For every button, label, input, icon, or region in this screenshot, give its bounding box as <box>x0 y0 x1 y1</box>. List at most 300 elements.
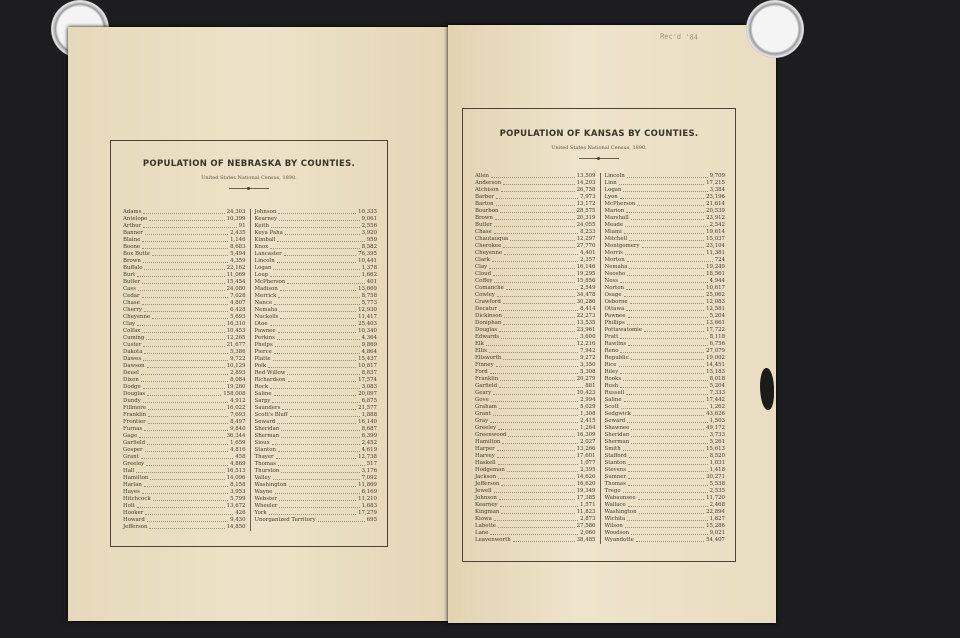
dot-leader <box>289 482 357 487</box>
county-name: Trego <box>604 488 621 494</box>
county-name: Rawlins <box>604 341 627 347</box>
county-name: Greeley <box>475 425 497 431</box>
county-name: Miami <box>604 229 622 235</box>
county-name: Richardson <box>254 377 286 383</box>
county-row <box>255 293 378 300</box>
county-population: 8,520 <box>709 453 725 459</box>
county-row <box>123 475 246 482</box>
dot-leader <box>273 356 357 361</box>
county-name: Fillmore <box>123 405 147 411</box>
county-row <box>605 495 726 502</box>
county-population: 12,930 <box>358 307 377 313</box>
county-name: Ellsworth <box>475 355 502 361</box>
county-row <box>605 257 726 264</box>
county-population: 1,662 <box>361 272 377 278</box>
dot-leader <box>137 503 225 508</box>
dot-leader <box>141 454 233 459</box>
county-population: 36,344 <box>226 433 246 439</box>
county-name: Dawes <box>123 356 142 362</box>
county-population: 9,272 <box>580 355 596 361</box>
county-row <box>123 405 246 412</box>
county-population: 1,683 <box>361 503 377 509</box>
county-row <box>475 257 596 264</box>
dot-leader <box>142 244 228 249</box>
dot-leader <box>136 468 224 473</box>
county-name: Crawford <box>475 299 501 305</box>
county-row <box>475 439 596 446</box>
county-row <box>605 509 726 516</box>
dot-leader <box>142 328 224 333</box>
dot-leader <box>631 439 707 444</box>
county-population: 1,264 <box>580 425 596 431</box>
dot-leader <box>631 432 707 437</box>
county-population: 2,357 <box>580 257 596 263</box>
county-population: 9,430 <box>230 517 246 523</box>
county-row <box>605 383 726 390</box>
county-name: Saline <box>604 397 622 403</box>
county-population: 1,659 <box>230 440 246 446</box>
dot-leader <box>145 230 228 235</box>
county-population: 30,271 <box>706 474 725 480</box>
dot-leader <box>142 293 229 298</box>
county-population: 8,683 <box>230 244 246 250</box>
nebraska-page <box>68 27 452 621</box>
county-row <box>123 391 246 398</box>
dot-leader <box>506 285 578 290</box>
county-name: Garfield <box>475 383 498 389</box>
county-row <box>605 285 726 292</box>
dot-leader <box>621 404 708 409</box>
dot-leader <box>633 411 704 416</box>
county-population: 4,816 <box>230 447 246 453</box>
county-name: Franklin <box>123 412 147 418</box>
kansas-county-table <box>471 173 729 544</box>
dot-leader <box>627 257 713 262</box>
county-population: 10,453 <box>226 328 246 334</box>
dot-leader <box>627 418 707 423</box>
county-name: Doniphan <box>475 320 502 326</box>
dot-leader <box>644 327 704 332</box>
county-name: Wallace <box>604 502 626 508</box>
county-name: Cowley <box>475 292 495 298</box>
county-name: Nemaha <box>604 264 628 270</box>
county-population: 8,118 <box>709 334 725 340</box>
county-population: 5,799 <box>230 496 246 502</box>
county-population: 8,758 <box>361 293 377 299</box>
county-row <box>255 356 378 363</box>
county-row <box>255 517 378 524</box>
county-name: Keith <box>254 223 269 229</box>
county-row <box>255 433 378 440</box>
dot-leader <box>499 495 575 500</box>
county-name: Clay <box>475 264 488 270</box>
dot-leader <box>500 208 574 213</box>
county-row <box>605 376 726 383</box>
county-row <box>255 349 378 356</box>
county-name: Jefferson <box>475 481 500 487</box>
county-row <box>255 363 378 370</box>
county-population: 13,669 <box>358 286 377 292</box>
county-row <box>475 208 596 215</box>
county-row <box>605 530 726 537</box>
county-row <box>255 391 378 398</box>
dot-leader <box>503 320 574 325</box>
county-row <box>123 482 246 489</box>
county-population: 4,401 <box>580 250 596 256</box>
county-population: 8,084 <box>230 377 246 383</box>
county-population: 1,827 <box>709 516 725 522</box>
county-row <box>605 425 726 432</box>
county-name: Mitchell <box>604 236 628 242</box>
county-population: 6,428 <box>230 307 246 313</box>
dot-leader <box>625 523 704 528</box>
county-row <box>605 446 726 453</box>
county-name: Dodge <box>123 384 141 390</box>
county-name: Morton <box>604 257 625 263</box>
county-name: Norton <box>604 285 624 291</box>
county-row <box>475 285 596 292</box>
county-name: Frontier <box>123 419 146 425</box>
county-name: Nance <box>254 300 273 306</box>
county-population: 8,018 <box>709 376 725 382</box>
county-row <box>255 251 378 258</box>
county-name: Harlan <box>123 482 142 488</box>
county-name: Hayes <box>123 489 140 495</box>
county-row <box>255 272 378 279</box>
ornament-divider <box>579 158 619 159</box>
county-population: 1,503 <box>709 418 725 424</box>
county-row <box>255 370 378 377</box>
dot-leader <box>496 201 575 206</box>
county-row <box>605 194 726 201</box>
county-name: Linn <box>604 180 617 186</box>
county-name: Buffalo <box>123 265 143 271</box>
county-population: 16,140 <box>358 419 377 425</box>
county-population: 9,840 <box>230 426 246 432</box>
nebraska-subtitle: United States National Census, 1890. <box>201 175 297 181</box>
county-row <box>605 229 726 236</box>
county-population: 2,542 <box>709 222 725 228</box>
county-row <box>605 474 726 481</box>
county-row <box>123 279 246 286</box>
county-population: 2,556 <box>361 223 377 229</box>
county-population: 12,083 <box>706 299 725 305</box>
county-name: Furnas <box>123 426 143 432</box>
county-name: Red Willow <box>254 370 286 376</box>
county-name: Ford <box>475 369 488 375</box>
county-population: 13,266 <box>576 446 596 452</box>
dot-leader <box>626 208 704 213</box>
county-name: Otoe <box>254 321 268 327</box>
county-row <box>475 236 596 243</box>
county-row <box>475 460 596 467</box>
county-name: McPherson <box>604 201 636 207</box>
dot-leader <box>285 230 360 235</box>
county-row <box>123 370 246 377</box>
dot-leader <box>507 467 578 472</box>
county-name: Rooks <box>604 376 622 382</box>
county-name: Jewell <box>475 488 492 494</box>
dot-leader <box>279 216 359 221</box>
dot-leader <box>504 250 578 255</box>
county-row <box>255 335 378 342</box>
county-row <box>255 300 378 307</box>
county-name: Washington <box>254 482 287 488</box>
county-name: Arthur <box>123 223 142 229</box>
county-row <box>605 306 726 313</box>
county-row <box>255 286 378 293</box>
county-row <box>605 327 726 334</box>
county-population: 12,265 <box>226 335 246 341</box>
dot-leader <box>143 209 224 214</box>
county-name: Valley <box>254 475 271 481</box>
county-row <box>255 503 378 510</box>
dot-leader <box>503 299 575 304</box>
dot-leader <box>270 384 359 389</box>
county-row <box>475 418 596 425</box>
county-name: Reno <box>604 348 619 354</box>
dot-leader <box>623 488 708 493</box>
dot-leader <box>318 517 365 522</box>
county-name: Hall <box>123 468 135 474</box>
county-row <box>605 313 726 320</box>
county-name: Nuckolls <box>254 314 279 320</box>
county-row <box>255 461 378 468</box>
table-column <box>119 209 250 531</box>
county-name: Gage <box>123 433 138 439</box>
county-name: Chase <box>123 300 140 306</box>
county-population: 19,614 <box>706 229 725 235</box>
county-row <box>475 194 596 201</box>
county-population: 4,807 <box>230 300 246 306</box>
county-population: 13,661 <box>706 320 725 326</box>
county-population: 4,944 <box>709 278 725 284</box>
county-name: Wilson <box>604 523 623 529</box>
dot-leader <box>277 335 360 340</box>
county-name: Johnson <box>254 209 277 215</box>
county-name: Greeley <box>123 461 145 467</box>
dot-leader <box>497 292 575 297</box>
dot-leader <box>513 537 575 542</box>
county-row <box>123 384 246 391</box>
county-row <box>123 307 246 314</box>
county-name: Hamilton <box>123 475 149 481</box>
county-name: Cherry <box>123 307 142 313</box>
county-row <box>605 481 726 488</box>
dot-leader <box>486 341 575 346</box>
county-row <box>255 384 378 391</box>
county-population: 3,600 <box>580 334 596 340</box>
county-name: Lincoln <box>604 173 625 179</box>
county-population: 4,619 <box>361 447 377 453</box>
dot-leader <box>627 173 708 178</box>
dot-leader <box>148 412 228 417</box>
county-population: 27,586 <box>576 523 596 529</box>
dot-leader <box>277 258 356 263</box>
dot-leader <box>274 391 357 396</box>
county-row <box>605 411 726 418</box>
county-row <box>605 271 726 278</box>
county-row <box>475 334 596 341</box>
county-population: 54,407 <box>706 537 725 543</box>
county-name: Pawnee <box>254 328 276 334</box>
dot-leader <box>626 390 707 395</box>
dot-leader <box>270 272 359 277</box>
county-population: 10,340 <box>358 328 377 334</box>
county-name: Saline <box>254 391 272 397</box>
county-name: Banner <box>123 230 143 236</box>
county-population: 13,672 <box>226 503 246 509</box>
county-population: 3,733 <box>709 432 725 438</box>
county-row <box>123 244 246 251</box>
county-name: Sheridan <box>254 426 280 432</box>
county-name: Merrick <box>254 293 277 299</box>
county-population: 28,575 <box>576 208 596 214</box>
dot-leader <box>623 446 704 451</box>
county-row <box>123 265 246 272</box>
county-name: Grant <box>475 411 491 417</box>
county-population: 34,478 <box>576 292 596 298</box>
dot-leader <box>628 313 708 318</box>
county-row <box>123 321 246 328</box>
county-population: 20,097 <box>358 391 377 397</box>
county-row <box>123 517 246 524</box>
dot-leader <box>625 222 707 227</box>
county-name: Sarpy <box>254 398 271 404</box>
county-name: Dakota <box>123 349 143 355</box>
dot-leader <box>268 363 356 368</box>
dot-leader <box>272 398 359 403</box>
dot-leader <box>502 439 578 444</box>
dot-leader <box>501 334 578 339</box>
county-row <box>123 293 246 300</box>
county-population: 17,215 <box>706 180 725 186</box>
dot-leader <box>503 243 574 248</box>
county-row <box>475 271 596 278</box>
county-population: 2,873 <box>580 516 596 522</box>
dot-leader <box>625 250 704 255</box>
dot-leader <box>144 482 228 487</box>
county-population: 19,002 <box>706 355 725 361</box>
county-population: 22,894 <box>706 509 725 515</box>
county-population: 20,539 <box>706 208 725 214</box>
county-row <box>123 398 246 405</box>
county-population: 2,027 <box>580 439 596 445</box>
dot-leader <box>489 348 578 353</box>
county-population: 15,437 <box>358 356 377 362</box>
county-row <box>605 299 726 306</box>
county-name: Pottawatomie <box>604 327 642 333</box>
county-population: 7,092 <box>361 475 377 481</box>
dot-leader <box>148 405 225 410</box>
county-population: 16,146 <box>576 264 596 270</box>
dot-leader <box>141 377 228 382</box>
county-population: 14,850 <box>226 524 246 530</box>
county-population: 11,869 <box>358 482 377 488</box>
nebraska-table-frame <box>110 140 388 547</box>
dot-leader <box>499 327 574 332</box>
county-row <box>123 349 246 356</box>
county-population: 18,561 <box>706 271 725 277</box>
county-row <box>123 237 246 244</box>
county-row <box>605 362 726 369</box>
county-population: 517 <box>366 461 377 467</box>
county-name: Greenwood <box>475 432 507 438</box>
county-row <box>605 516 726 523</box>
county-population: 11,210 <box>358 496 377 502</box>
county-population: 5,204 <box>709 313 725 319</box>
county-row <box>123 440 246 447</box>
county-row <box>605 432 726 439</box>
county-population: 8,687 <box>361 426 377 432</box>
county-population: 8,233 <box>580 229 596 235</box>
county-row <box>255 412 378 419</box>
county-name: Republic <box>604 355 629 361</box>
county-row <box>123 209 246 216</box>
dot-leader <box>142 279 225 284</box>
county-row <box>123 286 246 293</box>
county-population: 11,069 <box>226 272 246 278</box>
county-row <box>123 251 246 258</box>
county-name: Phillips <box>604 320 625 326</box>
county-population: 7,333 <box>709 390 725 396</box>
county-row <box>475 502 596 509</box>
county-name: Wichita <box>604 516 626 522</box>
county-row <box>255 230 378 237</box>
dot-leader <box>144 307 228 312</box>
county-row <box>475 432 596 439</box>
county-name: Harper <box>475 446 495 452</box>
county-population: 724 <box>714 257 725 263</box>
county-population: 8,497 <box>230 419 246 425</box>
dot-leader <box>629 453 708 458</box>
county-name: Lyon <box>604 194 618 200</box>
dot-leader <box>626 306 704 311</box>
dot-leader <box>273 265 359 270</box>
dot-leader <box>142 489 228 494</box>
dot-leader <box>627 516 707 521</box>
county-row <box>475 320 596 327</box>
county-name: Stevens <box>604 467 627 473</box>
county-population: 9,061 <box>361 216 377 222</box>
county-row <box>475 509 596 516</box>
county-population: 91 <box>238 223 246 229</box>
county-population: 17,601 <box>576 453 596 459</box>
county-population: 13,172 <box>576 201 596 207</box>
county-row <box>475 222 596 229</box>
dot-leader <box>275 489 360 494</box>
county-name: Nemaha <box>254 307 278 313</box>
county-name: Russell <box>604 390 625 396</box>
dot-leader <box>153 496 228 501</box>
county-population: 49,172 <box>706 425 725 431</box>
dot-leader <box>145 510 233 515</box>
county-population: 21,614 <box>706 201 725 207</box>
county-population: 3,920 <box>361 230 377 236</box>
county-name: Ellis <box>475 348 487 354</box>
county-name: Leavenworth <box>475 537 511 543</box>
dot-leader <box>276 454 357 459</box>
county-row <box>605 355 726 362</box>
county-population: 4,869 <box>230 461 246 467</box>
county-name: Morris <box>604 250 623 256</box>
county-row <box>255 244 378 251</box>
county-population: 19,249 <box>706 264 725 270</box>
county-name: Perkins <box>254 335 275 341</box>
dot-leader <box>279 307 356 312</box>
dot-leader <box>494 488 575 493</box>
county-name: Thurston <box>254 468 280 474</box>
